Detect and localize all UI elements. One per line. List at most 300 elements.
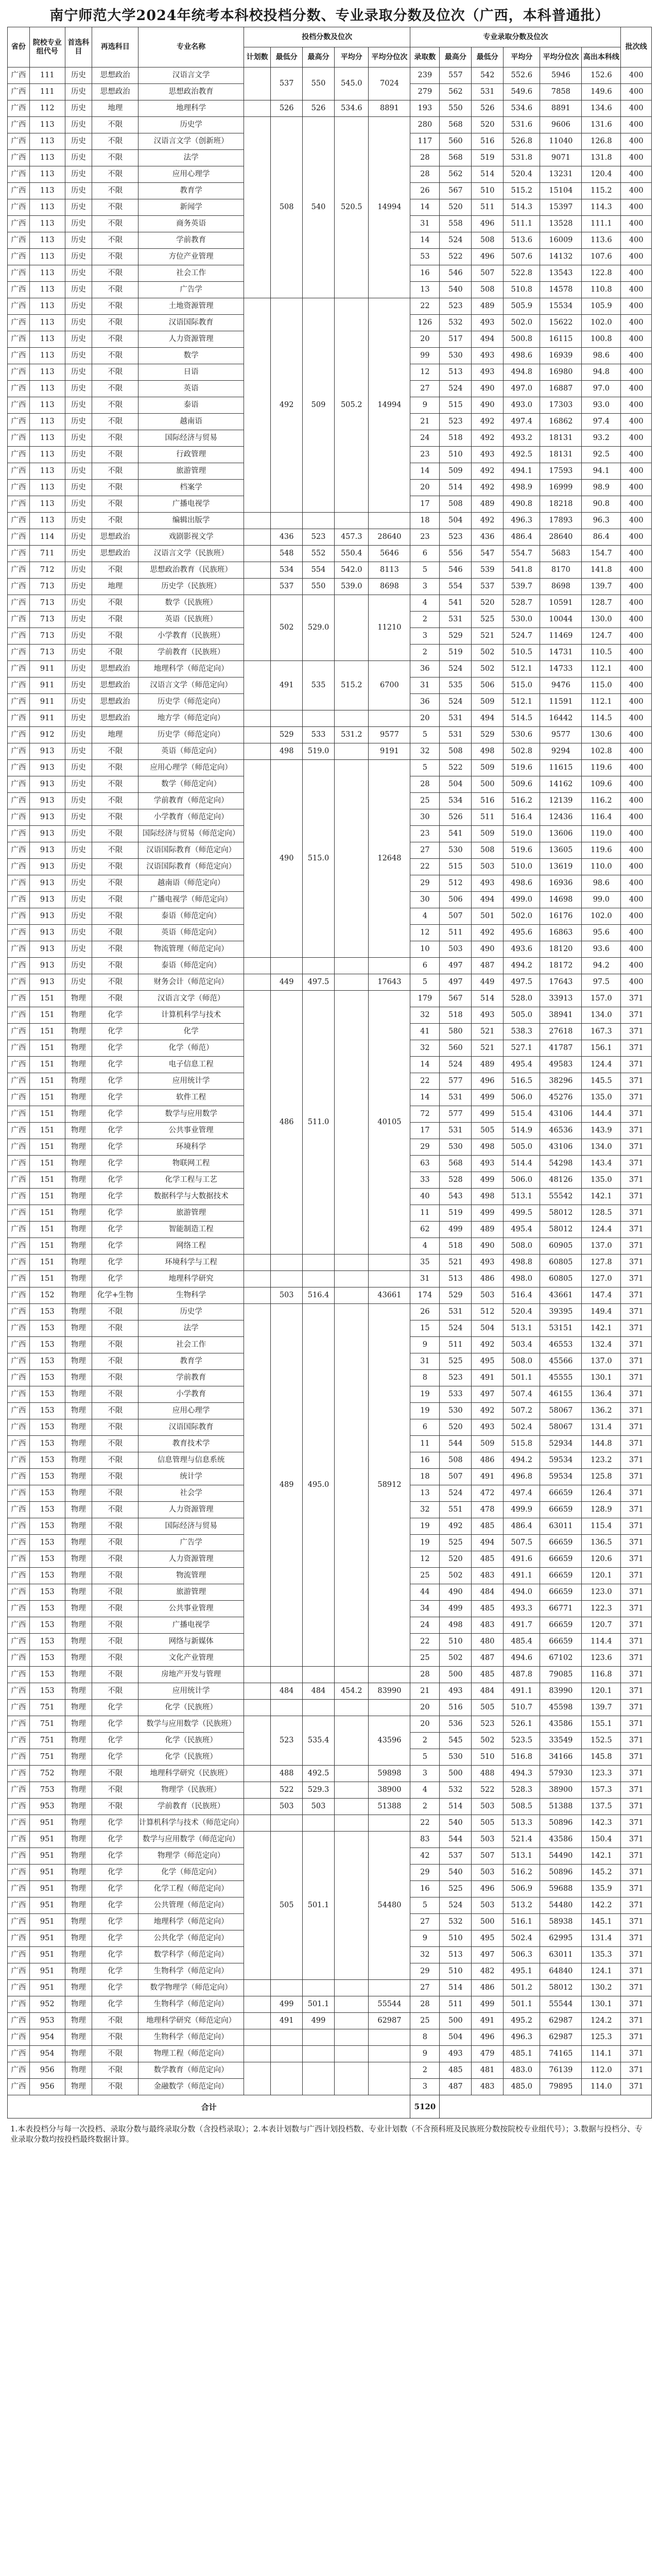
- admit-count-cell: 19: [410, 1518, 440, 1535]
- reselect-subject-cell: 不限: [92, 842, 138, 859]
- major-avg-cell: 507.6: [504, 249, 540, 265]
- line-diff-cell: 120.4: [582, 166, 621, 183]
- reselect-subject-cell: 不限: [92, 1667, 138, 1683]
- group-rank-cell: [369, 1271, 410, 1287]
- group-min-cell: 548: [271, 546, 303, 562]
- major-max-cell: 520: [440, 199, 472, 216]
- group-code-cell: 956: [29, 2079, 65, 2095]
- first-subject-cell: 历史: [65, 364, 92, 381]
- group-min-cell: 499: [271, 1996, 303, 2013]
- major-rank-cell: 66659: [540, 1584, 582, 1601]
- major-name-cell: 英语（师范定向）: [138, 925, 244, 941]
- table-row: [8, 513, 652, 529]
- line-diff-cell: 141.8: [582, 562, 621, 579]
- province-cell: 广西: [8, 183, 30, 199]
- admit-count-cell: 25: [410, 793, 440, 809]
- group-avg-cell: [334, 760, 369, 958]
- group-code-cell: 114: [29, 529, 65, 546]
- major-avg-cell: 524.7: [504, 628, 540, 645]
- province-cell: 广西: [8, 529, 30, 546]
- admit-count-cell: 18: [410, 513, 440, 529]
- major-avg-cell: 495.1: [504, 1963, 540, 1980]
- group-rank-cell: 9191: [369, 743, 410, 760]
- group-max-cell: 515.0: [303, 760, 335, 958]
- major-avg-cell: 501.1: [504, 1996, 540, 2013]
- major-max-cell: 497: [440, 958, 472, 974]
- line-diff-cell: 137.5: [582, 1799, 621, 1815]
- reselect-subject-cell: 不限: [92, 117, 138, 133]
- admit-count-cell: 30: [410, 809, 440, 826]
- major-name-cell: 土地资源管理: [138, 298, 244, 315]
- line-diff-cell: 143.4: [582, 1156, 621, 1172]
- line-diff-cell: 145.8: [582, 1749, 621, 1766]
- reselect-subject-cell: 不限: [92, 463, 138, 480]
- first-subject-cell: 物理: [65, 1980, 92, 1996]
- major-rank-cell: 58012: [540, 1222, 582, 1238]
- group-avg-cell: [334, 1799, 369, 1815]
- cutoff-cell: 371: [621, 1535, 652, 1551]
- major-name-cell: 学前教育（师范定向）: [138, 793, 244, 809]
- major-rank-cell: 5683: [540, 546, 582, 562]
- line-diff-cell: 135.0: [582, 1090, 621, 1106]
- line-diff-cell: 136.5: [582, 1535, 621, 1551]
- reselect-subject-cell: 不限: [92, 809, 138, 826]
- first-subject-cell: 物理: [65, 1650, 92, 1667]
- group-code-cell: 153: [29, 1584, 65, 1601]
- total-row: [8, 2095, 652, 2119]
- major-max-cell: 516: [440, 1700, 472, 1716]
- reselect-subject-cell: 化学: [92, 1930, 138, 1947]
- province-cell: 广西: [8, 1584, 30, 1601]
- reselect-subject-cell: 思想政治: [92, 84, 138, 100]
- major-rank-cell: 59688: [540, 1881, 582, 1897]
- major-avg-cell: 507.2: [504, 1403, 540, 1419]
- major-max-cell: 530: [440, 348, 472, 364]
- group-code-cell: 151: [29, 1156, 65, 1172]
- group-code-cell: 951: [29, 1865, 65, 1881]
- group-plan-cell: [244, 1255, 270, 1271]
- major-max-cell: 524: [440, 232, 472, 249]
- admit-count-cell: 14: [410, 232, 440, 249]
- group-plan-cell: [244, 1271, 270, 1287]
- first-subject-cell: 物理: [65, 1914, 92, 1930]
- group-max-cell: 497.5: [303, 974, 335, 991]
- cutoff-cell: 400: [621, 133, 652, 150]
- admit-count-cell: 53: [410, 249, 440, 265]
- major-max-cell: 531: [440, 1090, 472, 1106]
- table-row: [8, 1980, 652, 1996]
- group-code-cell: 913: [29, 842, 65, 859]
- admit-count-cell: 9: [410, 2046, 440, 2062]
- major-max-cell: 558: [440, 216, 472, 232]
- major-rank-cell: 15104: [540, 183, 582, 199]
- major-name-cell: 学前教育: [138, 1370, 244, 1386]
- line-diff-cell: 113.6: [582, 232, 621, 249]
- group-code-cell: 151: [29, 1205, 65, 1222]
- major-min-cell: 488: [472, 1766, 504, 1782]
- major-min-cell: 492: [472, 925, 504, 941]
- major-name-cell: 小学教育（师范定向）: [138, 809, 244, 826]
- cutoff-cell: 371: [621, 1436, 652, 1452]
- major-rank-cell: 55542: [540, 1189, 582, 1205]
- footnote: 1.本表投档分与每一次投档、录取分数与最终录取分数（含投档录取）；2.本表计划数与广西计划投档数、专业计划数（不含预科班及民族班分数按院校专业组代号）；3.数据与投档分、专业录取分数均按投档最终数据计算。: [10, 2124, 643, 2144]
- group-code-cell: 153: [29, 1436, 65, 1452]
- cutoff-cell: 400: [621, 331, 652, 348]
- cutoff-cell: 371: [621, 2079, 652, 2095]
- major-avg-cell: 523.5: [504, 1733, 540, 1749]
- major-min-cell: 502: [472, 661, 504, 677]
- major-name-cell: 法学: [138, 150, 244, 166]
- group-code-cell: 111: [29, 84, 65, 100]
- first-subject-cell: 历史: [65, 760, 92, 776]
- line-diff-cell: 123.2: [582, 1452, 621, 1469]
- cutoff-cell: 400: [621, 958, 652, 974]
- group-code-cell: 151: [29, 1057, 65, 1073]
- group-max-cell: 523: [303, 529, 335, 546]
- province-cell: 广西: [8, 315, 30, 331]
- major-name-cell: 化学（师范定向）: [138, 1865, 244, 1881]
- reselect-subject-cell: 化学: [92, 1090, 138, 1106]
- group-min-cell: [271, 1700, 303, 1716]
- line-diff-cell: 144.8: [582, 1436, 621, 1452]
- first-subject-cell: 历史: [65, 743, 92, 760]
- reselect-subject-cell: 化学: [92, 1749, 138, 1766]
- major-name-cell: 网络与新媒体: [138, 1634, 244, 1650]
- major-rank-cell: 63011: [540, 1947, 582, 1963]
- group-max-cell: 501.1: [303, 1996, 335, 2013]
- group-rank-cell: 8891: [369, 100, 410, 117]
- admit-count-cell: 12: [410, 364, 440, 381]
- cutoff-cell: 400: [621, 298, 652, 315]
- line-diff-cell: 112.1: [582, 661, 621, 677]
- group-min-cell: [271, 1980, 303, 1996]
- line-diff-cell: 122.8: [582, 265, 621, 282]
- cutoff-cell: 371: [621, 1733, 652, 1749]
- major-avg-cell: 520.4: [504, 166, 540, 183]
- major-min-cell: 489: [472, 496, 504, 513]
- first-subject-cell: 物理: [65, 1881, 92, 1897]
- major-min-cell: 503: [472, 1865, 504, 1881]
- line-diff-cell: 116.4: [582, 809, 621, 826]
- cutoff-cell: 371: [621, 1634, 652, 1650]
- admit-count-cell: 6: [410, 546, 440, 562]
- major-rank-cell: 38900: [540, 1782, 582, 1799]
- cutoff-cell: 371: [621, 1419, 652, 1436]
- major-avg-cell: 485.1: [504, 2046, 540, 2062]
- table-row: [8, 2046, 652, 2062]
- major-name-cell: 计算机科学与技术（师范定向）: [138, 1815, 244, 1832]
- line-diff-cell: 114.1: [582, 2046, 621, 2062]
- first-subject-cell: 历史: [65, 941, 92, 958]
- reselect-subject-cell: 不限: [92, 2029, 138, 2046]
- admit-count-cell: 239: [410, 67, 440, 84]
- major-max-cell: 554: [440, 579, 472, 595]
- group-code-cell: 113: [29, 315, 65, 331]
- major-rank-cell: 62987: [540, 2013, 582, 2029]
- table-body: [8, 67, 652, 2095]
- first-subject-cell: 物理: [65, 1156, 92, 1172]
- major-rank-cell: 11591: [540, 694, 582, 710]
- major-avg-cell: 510.7: [504, 1700, 540, 1716]
- admit-count-cell: 5: [410, 727, 440, 743]
- first-subject-cell: 物理: [65, 1205, 92, 1222]
- first-subject-cell: 历史: [65, 727, 92, 743]
- group-plan-cell: [244, 595, 270, 661]
- major-rank-cell: 16939: [540, 348, 582, 364]
- reselect-subject-cell: 化学: [92, 1733, 138, 1749]
- major-avg-cell: 513.2: [504, 1897, 540, 1914]
- province-cell: 广西: [8, 612, 30, 628]
- line-diff-cell: 142.3: [582, 1815, 621, 1832]
- group-code-cell: 752: [29, 1766, 65, 1782]
- reselect-subject-cell: 不限: [92, 743, 138, 760]
- admit-count-cell: 3: [410, 628, 440, 645]
- group-code-cell: 153: [29, 1601, 65, 1617]
- major-name-cell: 应用心理学（师范定向）: [138, 760, 244, 776]
- major-min-cell: 486: [472, 1452, 504, 1469]
- major-avg-cell: 515.8: [504, 1436, 540, 1452]
- admit-count-cell: 5: [410, 1897, 440, 1914]
- major-min-cell: 493: [472, 1156, 504, 1172]
- first-subject-cell: 物理: [65, 1419, 92, 1436]
- major-rank-cell: 57930: [540, 1766, 582, 1782]
- major-min-cell: 489: [472, 298, 504, 315]
- reselect-subject-cell: 不限: [92, 1353, 138, 1370]
- line-diff-cell: 120.6: [582, 1551, 621, 1568]
- province-cell: 广西: [8, 645, 30, 661]
- major-max-cell: 523: [440, 414, 472, 430]
- cutoff-cell: 400: [621, 447, 652, 463]
- major-rank-cell: 13605: [540, 842, 582, 859]
- table-row: [8, 958, 652, 974]
- admit-count-cell: 44: [410, 1584, 440, 1601]
- cutoff-cell: 371: [621, 1848, 652, 1865]
- line-diff-cell: 124.1: [582, 1963, 621, 1980]
- group-avg-cell: [334, 1287, 369, 1304]
- group-code-cell: 153: [29, 1634, 65, 1650]
- cutoff-cell: 400: [621, 710, 652, 727]
- major-avg-cell: 506.0: [504, 1172, 540, 1189]
- major-rank-cell: 60805: [540, 1255, 582, 1271]
- major-avg-cell: 494.1: [504, 463, 540, 480]
- major-min-cell: 493: [472, 875, 504, 892]
- table-row: [8, 298, 652, 315]
- group-min-cell: [271, 2046, 303, 2062]
- group-code-cell: 153: [29, 1320, 65, 1337]
- major-max-cell: 519: [440, 1205, 472, 1222]
- major-min-cell: 479: [472, 2046, 504, 2062]
- major-rank-cell: 33913: [540, 991, 582, 1007]
- major-avg-cell: 500.8: [504, 331, 540, 348]
- province-cell: 广西: [8, 199, 30, 216]
- line-diff-cell: 124.7: [582, 628, 621, 645]
- group-code-cell: 113: [29, 348, 65, 364]
- group-rank-cell: 54480: [369, 1832, 410, 1980]
- major-avg-cell: 520.4: [504, 1304, 540, 1320]
- group-min-cell: [271, 1815, 303, 1832]
- reselect-subject-cell: 不限: [92, 381, 138, 397]
- page: [7, 0, 652, 2144]
- major-min-cell: 499: [472, 1090, 504, 1106]
- group-max-cell: 519.0: [303, 743, 335, 760]
- admit-count-cell: 17: [410, 1123, 440, 1139]
- group-min-cell: [271, 1271, 303, 1287]
- group-min-cell: 508: [271, 117, 303, 298]
- cutoff-cell: 371: [621, 991, 652, 1007]
- major-max-cell: 513: [440, 364, 472, 381]
- line-diff-cell: 97.4: [582, 414, 621, 430]
- province-cell: 广西: [8, 265, 30, 282]
- major-avg-cell: 495.6: [504, 925, 540, 941]
- major-name-cell: 地方学（师范定向）: [138, 710, 244, 727]
- cutoff-cell: 400: [621, 232, 652, 249]
- major-rank-cell: 50896: [540, 1865, 582, 1881]
- cutoff-cell: 400: [621, 809, 652, 826]
- major-avg-cell: 512.1: [504, 694, 540, 710]
- cutoff-cell: 371: [621, 1156, 652, 1172]
- major-avg-cell: 490.8: [504, 496, 540, 513]
- major-min-cell: 493: [472, 348, 504, 364]
- admit-count-cell: 280: [410, 117, 440, 133]
- group-avg-cell: [334, 1255, 369, 1271]
- major-min-cell: 503: [472, 1832, 504, 1848]
- line-diff-cell: 120.1: [582, 1568, 621, 1584]
- reselect-subject-cell: 不限: [92, 612, 138, 628]
- major-max-cell: 514: [440, 480, 472, 496]
- admit-count-cell: 33: [410, 1172, 440, 1189]
- line-diff-cell: 142.1: [582, 1848, 621, 1865]
- cutoff-cell: 371: [621, 1502, 652, 1518]
- first-subject-cell: 历史: [65, 776, 92, 793]
- major-max-cell: 504: [440, 776, 472, 793]
- cutoff-cell: 371: [621, 1832, 652, 1848]
- major-max-cell: 541: [440, 826, 472, 842]
- group-avg-cell: 515.2: [334, 661, 369, 710]
- header-major-admit: 专业录取分数及位次: [410, 27, 621, 47]
- major-max-cell: 544: [440, 1436, 472, 1452]
- cutoff-cell: 371: [621, 1222, 652, 1238]
- group-max-cell: 501.1: [303, 1832, 335, 1980]
- group-plan-cell: [244, 1799, 270, 1815]
- admit-count-cell: 28: [410, 166, 440, 183]
- group-plan-cell: [244, 529, 270, 546]
- group-code-cell: 151: [29, 1123, 65, 1139]
- major-name-cell: 生物科学（师范定向）: [138, 1996, 244, 2013]
- cutoff-cell: 371: [621, 1485, 652, 1502]
- major-rank-cell: 76139: [540, 2062, 582, 2079]
- major-rank-cell: 66659: [540, 1535, 582, 1551]
- group-code-cell: 751: [29, 1733, 65, 1749]
- major-name-cell: 软件工程: [138, 1090, 244, 1106]
- line-diff-cell: 143.9: [582, 1123, 621, 1139]
- line-diff-cell: 86.4: [582, 529, 621, 546]
- reselect-subject-cell: 化学: [92, 1024, 138, 1040]
- reselect-subject-cell: 不限: [92, 183, 138, 199]
- group-min-cell: [271, 2029, 303, 2046]
- major-name-cell: 数学物理学（师范定向）: [138, 1980, 244, 1996]
- admit-count-cell: 30: [410, 892, 440, 908]
- province-cell: 广西: [8, 1518, 30, 1535]
- province-cell: 广西: [8, 100, 30, 117]
- cutoff-cell: 371: [621, 1073, 652, 1090]
- group-max-cell: 552: [303, 546, 335, 562]
- first-subject-cell: 物理: [65, 1897, 92, 1914]
- major-avg-cell: 527.1: [504, 1040, 540, 1057]
- group-code-cell: 151: [29, 1238, 65, 1255]
- group-plan-cell: [244, 991, 270, 1255]
- major-name-cell: 泰语: [138, 397, 244, 414]
- group-code-cell: 153: [29, 1353, 65, 1370]
- group-code-cell: 913: [29, 892, 65, 908]
- group-max-cell: 526: [303, 100, 335, 117]
- cutoff-cell: 371: [621, 1287, 652, 1304]
- major-min-cell: 494: [472, 1535, 504, 1551]
- group-max-cell: 535: [303, 661, 335, 710]
- major-max-cell: 493: [440, 2046, 472, 2062]
- province-cell: 广西: [8, 1568, 30, 1584]
- major-avg-cell: 511.1: [504, 216, 540, 232]
- admission-table: [7, 27, 652, 2119]
- group-rank-cell: 17643: [369, 974, 410, 991]
- province-cell: 广西: [8, 513, 30, 529]
- province-cell: 广西: [8, 282, 30, 298]
- admit-count-cell: 27: [410, 1914, 440, 1930]
- province-cell: 广西: [8, 892, 30, 908]
- line-diff-cell: 149.6: [582, 84, 621, 100]
- reselect-subject-cell: 不限: [92, 282, 138, 298]
- table-row: [8, 974, 652, 991]
- major-rank-cell: 10591: [540, 595, 582, 612]
- major-avg-cell: 539.7: [504, 579, 540, 595]
- admit-count-cell: 36: [410, 661, 440, 677]
- major-name-cell: 化学（师范）: [138, 1040, 244, 1057]
- admit-count-cell: 11: [410, 1205, 440, 1222]
- line-diff-cell: 136.4: [582, 1386, 621, 1403]
- admit-count-cell: 36: [410, 694, 440, 710]
- group-code-cell: 711: [29, 546, 65, 562]
- major-avg-cell: 494.6: [504, 1650, 540, 1667]
- province-cell: 广西: [8, 1914, 30, 1930]
- line-diff-cell: 127.8: [582, 1255, 621, 1271]
- province-cell: 广西: [8, 1897, 30, 1914]
- group-min-cell: 491: [271, 2013, 303, 2029]
- major-max-cell: 577: [440, 1073, 472, 1090]
- table-row: [8, 1766, 652, 1782]
- group-avg-cell: 531.2: [334, 727, 369, 743]
- major-rank-cell: 41787: [540, 1040, 582, 1057]
- cutoff-cell: 400: [621, 793, 652, 809]
- admit-count-cell: 26: [410, 1304, 440, 1320]
- major-avg-cell: 499.5: [504, 1205, 540, 1222]
- group-code-cell: 113: [29, 232, 65, 249]
- major-avg-cell: 491.1: [504, 1683, 540, 1700]
- first-subject-cell: 物理: [65, 2013, 92, 2029]
- table-row: [8, 1782, 652, 1799]
- cutoff-cell: 371: [621, 1189, 652, 1205]
- first-subject-cell: 历史: [65, 232, 92, 249]
- group-min-cell: 436: [271, 529, 303, 546]
- province-cell: 广西: [8, 1205, 30, 1222]
- first-subject-cell: 物理: [65, 1452, 92, 1469]
- major-min-cell: 501: [472, 908, 504, 925]
- admit-count-cell: 99: [410, 348, 440, 364]
- major-max-cell: 524: [440, 661, 472, 677]
- major-name-cell: 化学（民族班）: [138, 1700, 244, 1716]
- table-row: [8, 595, 652, 612]
- major-max-cell: 510: [440, 1930, 472, 1947]
- reselect-subject-cell: 不限: [92, 1601, 138, 1617]
- province-cell: 广西: [8, 1304, 30, 1320]
